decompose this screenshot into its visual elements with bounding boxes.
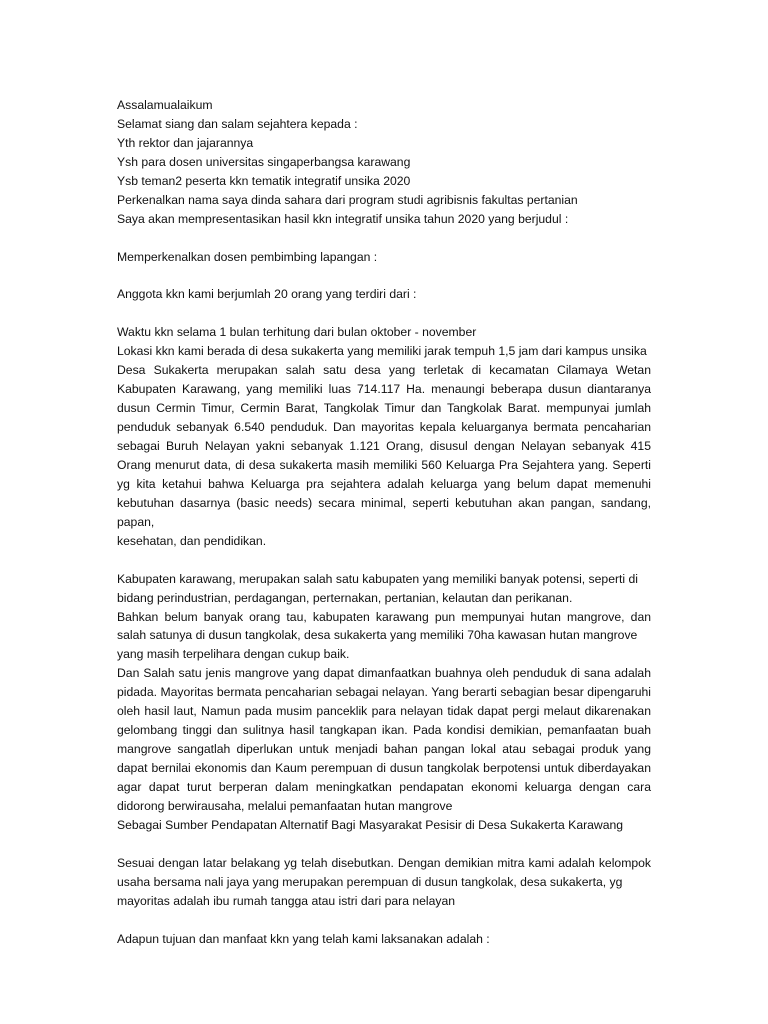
desa-paragraph (117, 361, 651, 551)
karawang-paragraph-body: Kabupaten karawang, merupakan salah satu kabupaten yang memiliki banyak potensi, seperti di (117, 571, 638, 586)
mangrove-paragraph (117, 608, 651, 665)
desa-paragraph-body: Desa Sukakerta merupakan salah satu desa yang terletak di kecamatan Cilamaya Wetan Kabupaten Karawang, yang memiliki luas 714.117 Ha. menaungi beberapa dusun diantaranya dusun Cermin Timur, Cermin Barat, Tangkolak Timur dan Tangkolak Barat. mempunyai jumlah penduduk sebanyak 6.540 penduduk. Dan mayoritas kepala keluarganya bermata pencaharian sebagai Buruh Nelayan yakni sebanyak 1.121 Orang, disusul dengan Nelayan sebanyak 415 Orang menurut data, di desa sukakerta masih memiliki 560 Keluarga Pra Sejahtera yang. Seperti yg kita ketahui bahwa Keluarga pra sejahtera adalah keluarga yang belum dapat memenuhi kebutuhan dasarnya (basic needs) secara minimal, seperti kebutuhan akan pangan, sandang, papan, (117, 363, 651, 529)
greeting-selamat: Selamat siang dan salam sejahtera kepada : (117, 116, 358, 131)
dosen-pembimbing-line: Memperkenalkan dosen pembimbing lapangan : (117, 249, 378, 264)
tujuan-line: Adapun tujuan dan manfaat kkn yang telah kami laksanakan adalah : (117, 931, 490, 946)
karawang-paragraph (117, 570, 651, 608)
document-page (117, 96, 651, 949)
karawang-paragraph-last-line: bidang perindustrian, perdagangan, perternakan, pertanian, kelautan dan perikanan. (117, 590, 573, 605)
mitra-paragraph-body: Sesuai dengan latar belakang yg telah disebutkan. Dengan demikian mitra kami adalah kelompok usaha bersama nali jaya yang merupakan perempuan di dusun tangkolak, desa sukakerta, yg (117, 855, 651, 889)
salah-paragraph (117, 664, 651, 835)
mangrove-paragraph-body: Bahkan belum banyak orang tau, kabupaten karawang pun mempunyai hutan mangrove, dan salah satunya di dusun tangkolak, desa sukakerta yang memiliki 70ha kawasan hutan mangrove (117, 609, 651, 643)
desa-paragraph-last-line: kesehatan, dan pendidikan. (117, 533, 267, 548)
mitra-paragraph-last-line: mayoritas adalah ibu rumah tangga atau istri dari para nelayan (117, 893, 456, 908)
greeting-dosen: Ysh para dosen universitas singaperbangsa karawang (117, 154, 411, 169)
greeting-teman: Ysb teman2 peserta kkn tematik integratif unsika 2020 (117, 173, 411, 188)
spacer (117, 835, 651, 854)
salah-paragraph-last-line: Sebagai Sumber Pendapatan Alternatif Bagi Masyarakat Pesisir di Desa Sukakerta Karawang (117, 817, 624, 832)
spacer (117, 229, 651, 248)
salah-paragraph-body: Dan Salah satu jenis mangrove yang dapat dimanfaatkan buahnya oleh penduduk di sana adalah pidada. Mayoritas bermata pencaharian sebagai nelayan. Yang berarti sebagian besar dipengaruhi oleh hasil laut, Namun pada musim panceklik para nelayan tidak dapat pergi melaut dikarenakan gelombang tinggi dan sulitnya hasil tangkapan ikan. Pada kondisi demikian, pemanfaatan buah mangrove sangatlah diperlukan untuk menjadi bahan pangan lokal atau sebagai produk yang dapat bernilai ekonomis dan Kaum perempuan di dusun tangkolak berpotensi untuk diberdayakan agar dapat turut berperan dalam meningkatkan pendapatan ekonomi keluarga dengan cara didorong berwirausaha, melalui pemanfaatan hutan mangrove (117, 666, 651, 814)
mitra-paragraph (117, 854, 651, 911)
mangrove-paragraph-last-line: yang masih terpelihara dengan cukup baik. (117, 647, 350, 662)
presentation-line: Saya akan mempresentasikan hasil kkn integratif unsika tahun 2020 yang berjudul : (117, 211, 569, 226)
spacer (117, 551, 651, 570)
waktu-line: Waktu kkn selama 1 bulan terhitung dari bulan oktober - november (117, 325, 477, 340)
lokasi-line: Lokasi kkn kami berada di desa sukakerta yang memiliki jarak tempuh 1,5 jam dari kampus unsika (117, 344, 647, 359)
spacer (117, 304, 651, 323)
greeting-salam: Assalamualaikum (117, 98, 213, 112)
introduction-line: Perkenalkan nama saya dinda sahara dari program studi agribisnis fakultas pertanian (117, 192, 578, 207)
greeting-rektor: Yth rektor dan jajarannya (117, 135, 254, 150)
spacer (117, 266, 651, 285)
spacer (117, 911, 651, 930)
anggota-line: Anggota kkn kami berjumlah 20 orang yang terdiri dari : (117, 287, 417, 302)
